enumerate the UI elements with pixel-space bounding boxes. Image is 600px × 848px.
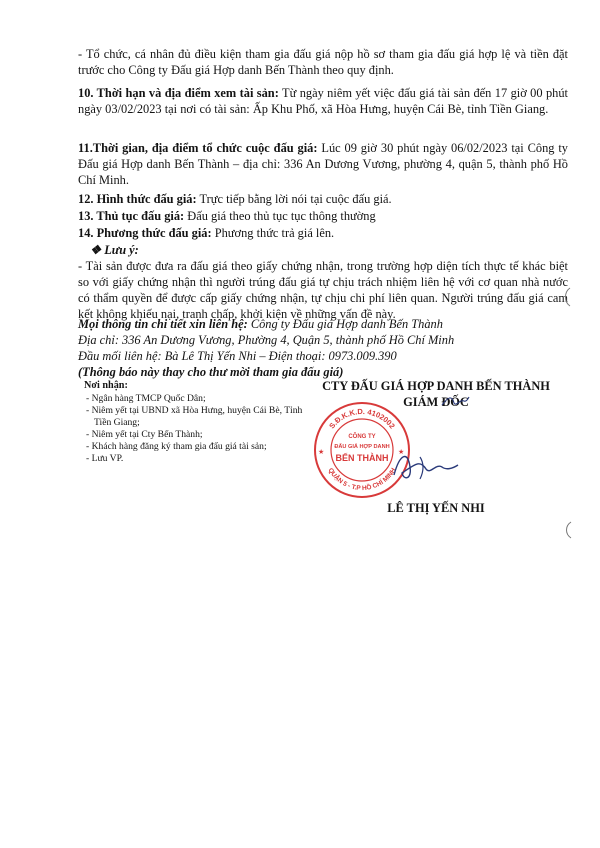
recipient-item: - Khách hàng đăng ký tham gia đấu giá tài sản; — [86, 441, 267, 452]
section-13 — [78, 208, 568, 224]
section-14-label: 14. Phương thức đấu giá: — [78, 226, 212, 240]
section-11-text: Lúc 09 giờ 30 phút ngày 06/02/2023 tại Công ty Đấu giá Hợp danh Bến Thành – địa chỉ: 336 An Dương Vương, phường 4, quận 5, thành phố Hồ Chí Minh. — [78, 141, 568, 187]
note-heading — [90, 242, 568, 258]
section-12 — [78, 191, 568, 207]
stamp-center-top: CÔNG TY — [348, 434, 376, 440]
recipient-item: - Ngân hàng TMCP Quốc Dân; — [86, 393, 206, 404]
replace-note: (Thông báo này thay cho thư mời tham gia đấu giá) — [78, 365, 344, 379]
section-13-label: 13. Thủ tục đấu giá: — [78, 209, 185, 223]
stamp-center-mid: ĐẤU GIÁ HỢP DANH — [334, 444, 390, 450]
handwritten-signature-icon — [390, 445, 460, 485]
recipients-title: Nơi nhận: — [84, 380, 128, 391]
stamp-bottom-text: QUẬN 5 - T.P HỒ CHÍ MINH — [326, 466, 398, 493]
contact-label: Mọi thông tin chi tiết xin liên hệ: — [78, 317, 248, 331]
recipients-block — [84, 380, 304, 465]
svg-text:★: ★ — [318, 449, 325, 456]
intro-paragraph: - Tổ chức, cá nhân đủ điều kiện tham gia đấu giá nộp hồ sơ tham gia đấu giá hợp lệ và tiền đặt trước cho Công ty Đấu giá Hợp danh Bến Thành theo quy định. — [78, 47, 568, 77]
contact-person: Đầu mối liên hệ: Bà Lê Thị Yến Nhi – Điện thoại: 0973.009.390 — [78, 349, 397, 363]
section-10 — [78, 85, 568, 117]
stamp-center-name: BẾN THÀNH — [335, 453, 389, 463]
section-10-text: Từ ngày niêm yết việc đấu giá tài sản đến 17 giờ 00 phút ngày 03/02/2023 tại nơi có tài sản: Ấp Khu Phố, xã Hòa Hưng, huyện Cái Bè, tỉnh Tiền Giang. — [78, 86, 568, 116]
contact-company: Công ty Đấu giá Hợp danh Bến Thành — [247, 317, 443, 331]
initials-signature-icon — [440, 393, 470, 409]
signer-title: GIÁM ĐỐC — [403, 395, 469, 409]
section-14-text: Phương thức trả giá lên. — [211, 226, 335, 240]
section-10-label: 10. Thời hạn và địa điểm xem tài sản: — [78, 86, 279, 100]
svg-text:QUẬN 5 - T.P HỒ CHÍ MINH — [327, 467, 398, 492]
note-paragraph: - Tài sản được đưa ra đấu giá theo giấy chứng nhận, trong trường hợp diện tích thực tế khác biệt so với giấy chứng nhận thì người trúng đấu giá tự chịu trách nhiệm liên hệ với cơ quan nhà nước có thẩm quyền để được cấp giấy chứng nhận, tự chịu chi phí liên quan. Người trúng đấu giá cam kết không khiếu nại, tranh chấp, khởi kiện về những vấn đề này. — [78, 259, 568, 321]
svg-text:★: ★ — [398, 449, 405, 456]
section-11-label: 11.Thời gian, địa điểm tổ chức cuộc đấu giá: — [78, 141, 318, 155]
scan-artifact-icon — [562, 520, 574, 540]
section-13-text: Đấu giá theo thủ tục tục thông thường — [184, 209, 376, 223]
contact-address: Địa chỉ: 336 An Dương Vương, Phường 4, Quận 5, thành phố Hồ Chí Minh — [78, 333, 455, 347]
recipient-item: - Niêm yết tại Cty Bến Thành; — [86, 429, 203, 440]
signer-company: CTY ĐẤU GIÁ HỢP DANH BẾN THÀNH — [322, 379, 550, 393]
section-14 — [78, 225, 568, 241]
stamp-ring-text: S.Đ.K.K.D. 4102002 — [327, 406, 397, 431]
section-12-label: 12. Hình thức đấu giá: — [78, 192, 197, 206]
section-12-text: Trực tiếp bằng lời nói tại cuộc đấu giá. — [196, 192, 392, 206]
scan-artifact-icon — [561, 286, 573, 308]
signer-name: LÊ THỊ YẾN NHI — [387, 501, 485, 515]
recipient-item: - Niêm yết tại UBND xã Hòa Hưng, huyện Cái Bè, Tỉnh Tiền Giang; — [86, 405, 303, 428]
section-11 — [78, 140, 568, 188]
contact-line — [78, 316, 568, 332]
note-label: ❖ Lưu ý: — [90, 243, 139, 257]
recipient-item: - Lưu VP. — [86, 453, 124, 464]
